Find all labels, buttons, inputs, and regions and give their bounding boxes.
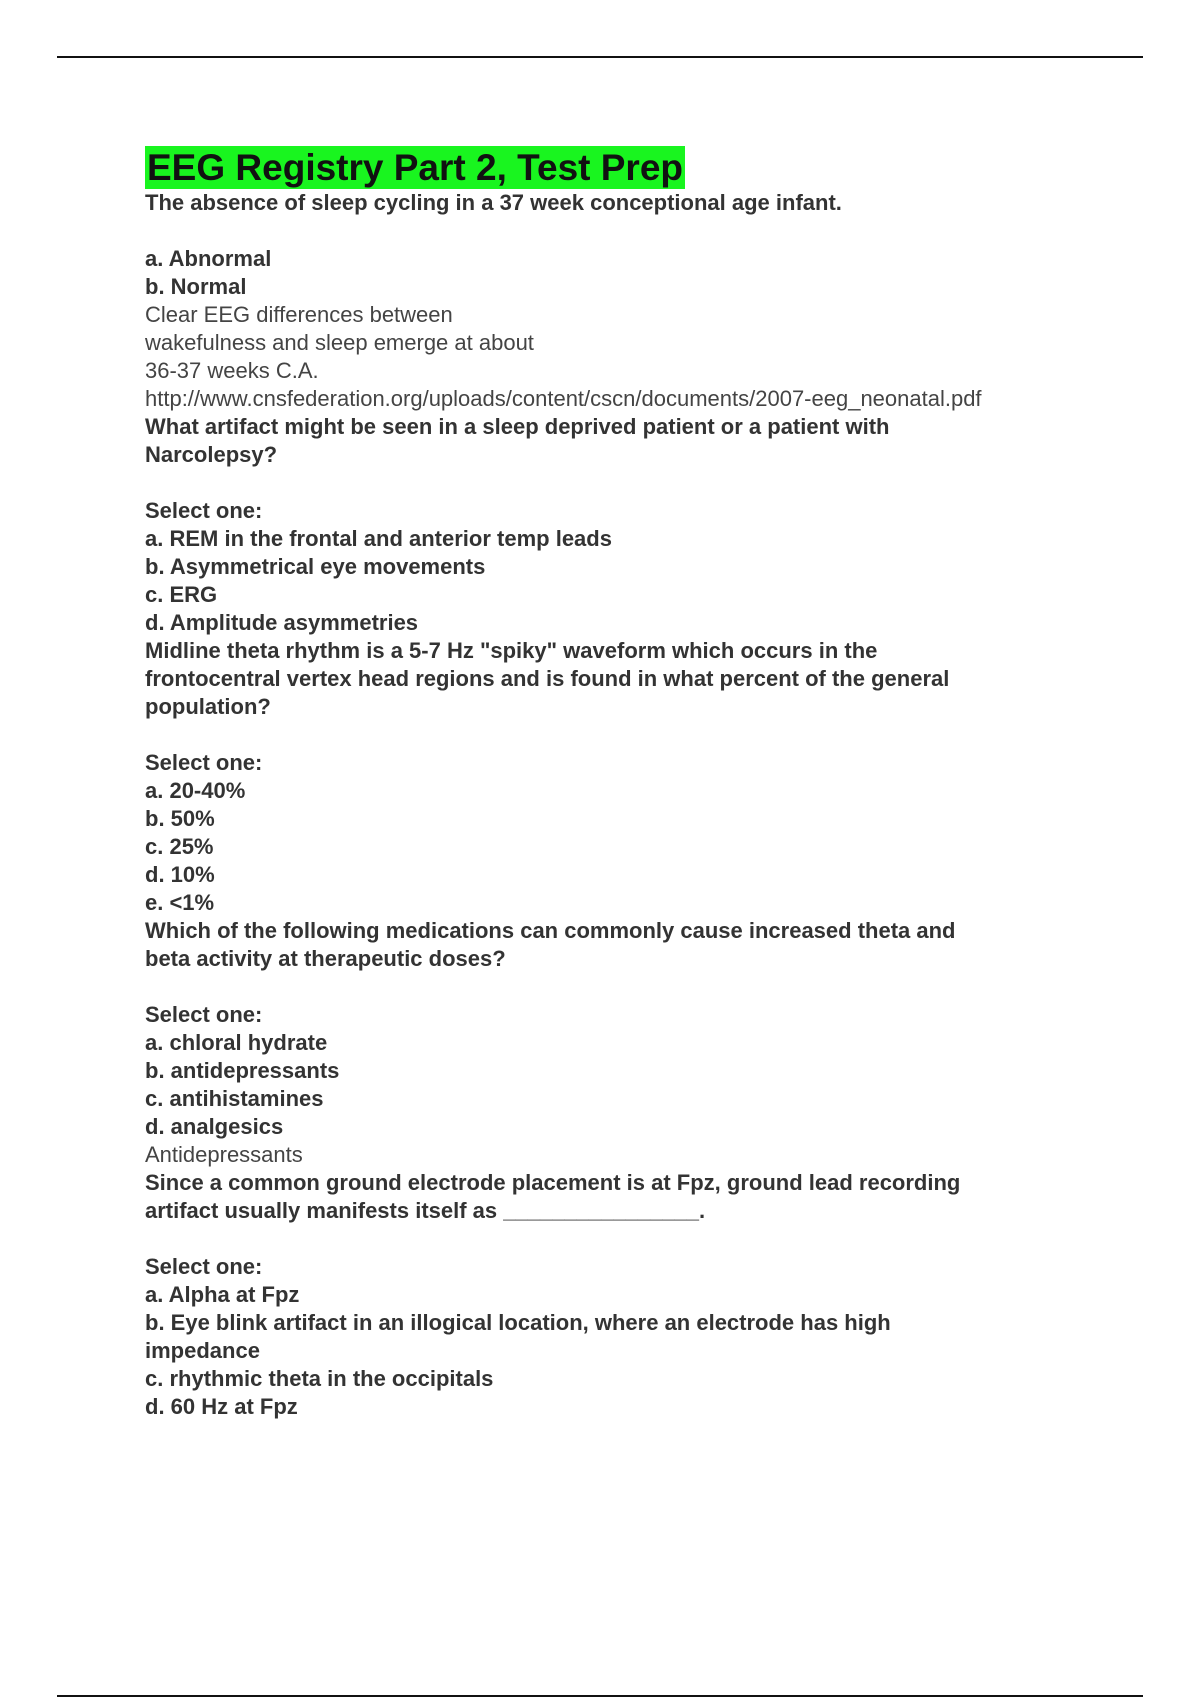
q1-option-a: a. Abnormal <box>145 246 272 271</box>
q4-select-label: Select one: <box>145 1002 263 1027</box>
q1-option-b: b. Normal <box>145 274 247 299</box>
document-title <box>145 146 1085 189</box>
q5-question-line-1: Since a common ground electrode placement is at Fpz, ground lead recording <box>145 1170 961 1195</box>
q1-answer-line-1: Clear EEG differences between <box>145 302 453 327</box>
question-5 <box>145 1169 1085 1421</box>
q3-option-e: e. <1% <box>145 890 215 915</box>
q5-question-line-2: artifact usually manifests itself as ________________. <box>145 1198 706 1223</box>
q3-question-line-1: Midline theta rhythm is a 5-7 Hz "spiky" waveform which occurs in the <box>145 638 878 663</box>
question-4 <box>145 917 1085 1169</box>
question-3 <box>145 637 1085 917</box>
q5-option-c: c. rhythmic theta in the occipitals <box>145 1366 494 1391</box>
bottom-rule <box>57 1695 1143 1697</box>
q3-option-d: d. 10% <box>145 862 215 887</box>
spacer <box>145 973 1085 1001</box>
q1-answer-line-3: 36-37 weeks C.A. <box>145 358 319 383</box>
q2-option-c: c. ERG <box>145 582 218 607</box>
q2-select-label: Select one: <box>145 498 263 523</box>
q5-option-b-continued: impedance <box>145 1338 260 1363</box>
q2-option-b: b. Asymmetrical eye movements <box>145 554 486 579</box>
q3-option-a: a. 20-40% <box>145 778 246 803</box>
q4-question-line-2: beta activity at therapeutic doses? <box>145 946 506 971</box>
q3-option-c: c. 25% <box>145 834 214 859</box>
q5-option-a: a. Alpha at Fpz <box>145 1282 300 1307</box>
q3-option-b: b. 50% <box>145 806 215 831</box>
q4-option-d: d. analgesics <box>145 1114 284 1139</box>
question-2 <box>145 413 1085 637</box>
document-body <box>145 146 1085 1421</box>
q5-option-b: b. Eye blink artifact in an illogical location, where an electrode has high <box>145 1310 891 1335</box>
q4-option-a: a. chloral hydrate <box>145 1030 328 1055</box>
q1-question: The absence of sleep cycling in a 37 week conceptional age infant. <box>145 190 842 215</box>
q5-option-d: d. 60 Hz at Fpz <box>145 1394 298 1419</box>
q2-question-line-1: What artifact might be seen in a sleep deprived patient or a patient with <box>145 414 890 439</box>
q1-answer-line-2: wakefulness and sleep emerge at about <box>145 330 534 355</box>
q2-question-line-2: Narcolepsy? <box>145 442 278 467</box>
title-highlight: EEG Registry Part 2, Test Prep <box>147 147 684 188</box>
spacer <box>145 721 1085 749</box>
q4-option-c: c. antihistamines <box>145 1086 324 1111</box>
q3-question-line-3: population? <box>145 694 271 719</box>
q4-option-b: b. antidepressants <box>145 1058 340 1083</box>
top-rule <box>57 56 1143 58</box>
q3-select-label: Select one: <box>145 750 263 775</box>
q4-question-line-1: Which of the following medications can commonly cause increased theta and <box>145 918 956 943</box>
q2-option-a: a. REM in the frontal and anterior temp leads <box>145 526 612 551</box>
q4-answer: Antidepressants <box>145 1142 303 1167</box>
spacer <box>145 217 1085 245</box>
q1-reference-url: http://www.cnsfederation.org/uploads/content/cscn/documents/2007-eeg_neonatal.pdf <box>145 386 982 411</box>
question-1 <box>145 189 1085 413</box>
q2-option-d: d. Amplitude asymmetries <box>145 610 419 635</box>
q3-question-line-2: frontocentral vertex head regions and is found in what percent of the general <box>145 666 950 691</box>
spacer <box>145 1225 1085 1253</box>
spacer <box>145 469 1085 497</box>
q5-select-label: Select one: <box>145 1254 263 1279</box>
